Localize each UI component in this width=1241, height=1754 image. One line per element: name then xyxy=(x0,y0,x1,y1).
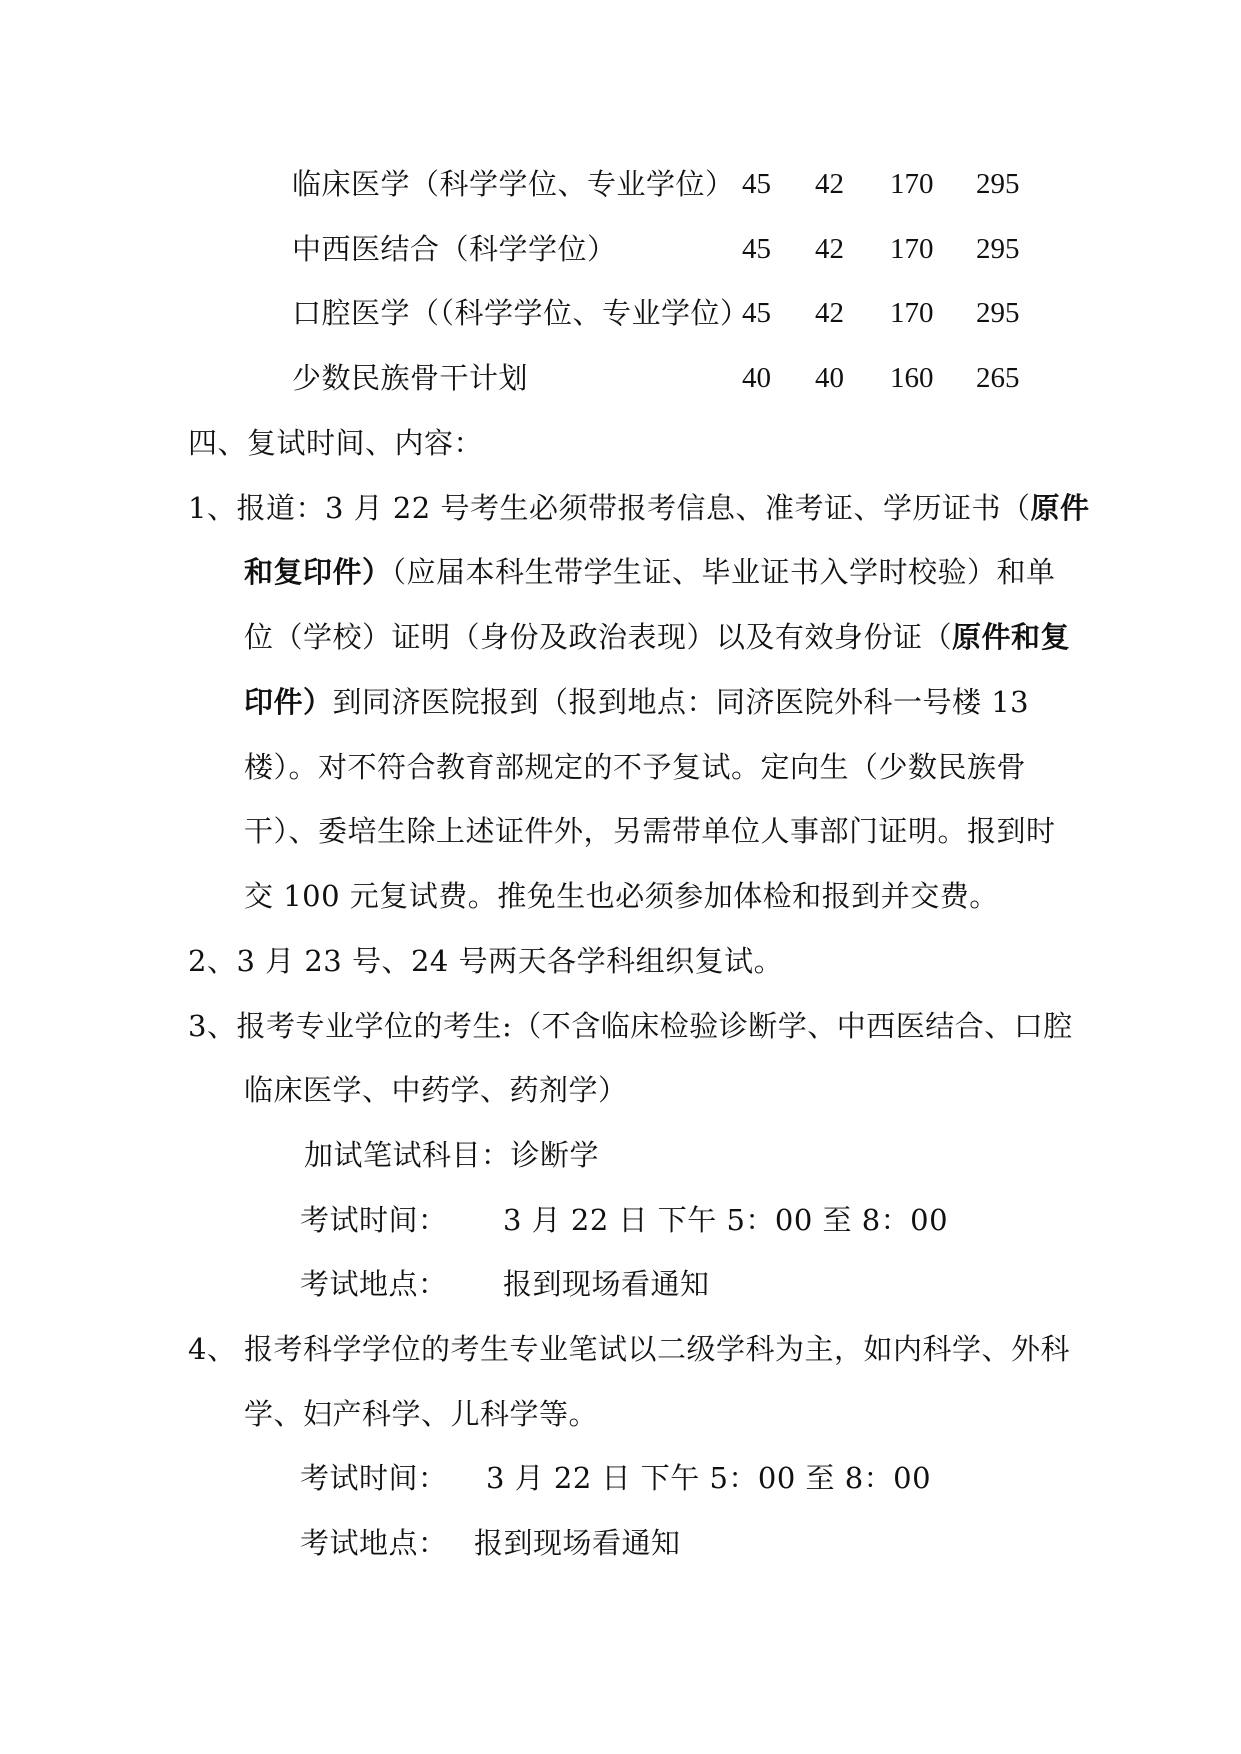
item-1-text: 1、报道：3 月 22 号考生必须带报考信息、准考证、学历证书（ xyxy=(188,491,1031,525)
row-value: 42 xyxy=(815,297,844,329)
exam-time-value: 3 月 22 日 下午 5：00 至 8：00 xyxy=(486,1461,932,1495)
row-value: 265 xyxy=(976,362,1020,394)
exam-place-label: 考试地点： xyxy=(300,1267,448,1301)
item-1-text: （应届本科生带学生证、毕业证书入学时校验）和单 xyxy=(391,555,1056,589)
item-1-line-3 xyxy=(244,617,1070,657)
item-4-line-2: 学、妇产科学、儿科学等。 xyxy=(244,1397,599,1431)
item-1-line-1 xyxy=(188,488,1089,528)
row-label: 口腔医学（（科学学位、专业学位） xyxy=(292,296,750,330)
row-value: 42 xyxy=(815,168,844,200)
row-value: 45 xyxy=(742,168,771,200)
row-value: 295 xyxy=(976,168,1020,200)
extra-subject: 加试笔试科目：诊断学 xyxy=(304,1138,600,1172)
item-2: 2、3 月 23 号、24 号两天各学科组织复试。 xyxy=(188,944,784,978)
item-1-bold: 印件） xyxy=(244,685,333,719)
exam-place-label: 考试地点： xyxy=(300,1526,448,1560)
row-value: 170 xyxy=(890,233,934,265)
item-1-text: 位（学校）证明（身份及政治表现）以及有效身份证（ xyxy=(244,620,953,654)
item-3-line-2: 临床医学、中药学、药剂学） xyxy=(244,1073,628,1107)
row-value: 40 xyxy=(742,362,771,394)
item-1-line-6: 干）、委培生除上述证件外，另需带单位人事部门证明。报到时 xyxy=(244,814,1056,848)
item-1-bold: 和复印件） xyxy=(244,555,392,589)
exam-time-label: 考试时间： xyxy=(300,1461,448,1495)
item-1-bold: 原件 xyxy=(1030,491,1090,525)
exam-time-value: 3 月 22 日 下午 5：00 至 8：00 xyxy=(503,1203,949,1237)
row-value: 45 xyxy=(742,233,771,265)
item-1-text: 到同济医院报到（报到地点：同济医院外科一号楼 13 xyxy=(332,685,1030,719)
item-4-line-1: 报考科学学位的考生专业笔试以二级学科为主，如内科学、外科 xyxy=(244,1332,1071,1366)
exam-place-value: 报到现场看通知 xyxy=(474,1526,681,1560)
exam-place-value: 报到现场看通知 xyxy=(503,1267,710,1301)
item-4-number: 4、 xyxy=(188,1332,237,1366)
item-1-bold: 原件和复 xyxy=(952,620,1071,654)
row-value: 45 xyxy=(742,297,771,329)
row-value: 295 xyxy=(976,233,1020,265)
row-label: 中西医结合（科学学位） xyxy=(292,232,617,266)
item-1-line-7: 交 100 元复试费。推免生也必须参加体检和报到并交费。 xyxy=(244,879,999,913)
row-label: 少数民族骨干计划 xyxy=(292,361,529,395)
row-label: 临床医学（科学学位、专业学位） xyxy=(292,167,735,201)
row-value: 170 xyxy=(890,168,934,200)
section-heading: 四、复试时间、内容： xyxy=(188,426,484,460)
item-1-line-4 xyxy=(244,682,1029,722)
row-value: 40 xyxy=(815,362,844,394)
item-3-line-1: 3、报考专业学位的考生:（不含临床检验诊断学、中西医结合、口腔 xyxy=(188,1009,1073,1043)
item-1-line-5: 楼）。对不符合教育部规定的不予复试。定向生（少数民族骨 xyxy=(244,750,1027,784)
row-value: 170 xyxy=(890,297,934,329)
exam-time-label: 考试时间： xyxy=(300,1203,448,1237)
row-value: 295 xyxy=(976,297,1020,329)
row-value: 42 xyxy=(815,233,844,265)
row-value: 160 xyxy=(890,362,934,394)
item-1-line-2 xyxy=(244,552,1056,592)
